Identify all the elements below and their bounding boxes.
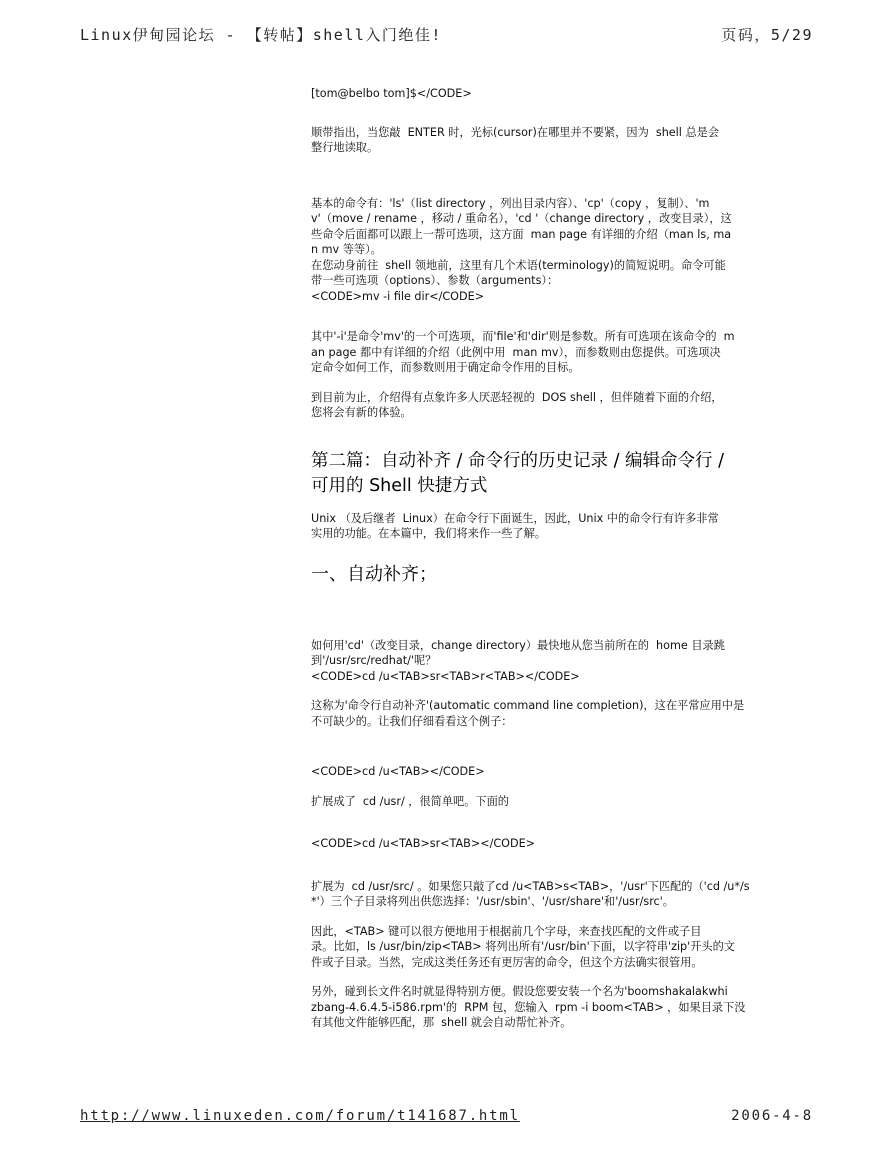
text-line: [tom@belbo tom]$</CODE> (311, 87, 472, 100)
print-date: 2006-4-8 (731, 1108, 813, 1124)
paragraph-expanded-usr-src (311, 879, 787, 910)
paragraph-enter-note (311, 125, 787, 156)
heading-line: 第二篇：自动补齐 / 命令行的历史记录 / 编辑命令行 / (311, 450, 725, 471)
text-line: v'（move / rename ，移动 / 重命名），'cd '（change directory ，改变目录），这 (311, 212, 732, 225)
text-line: <CODE>mv -i file dir</CODE> (311, 289, 485, 303)
text-line: zbang-4.6.4.5-i586.rpm'的 RPM 包，您输入 rpm -i boom<TAB> ，如果目录下没 (311, 1000, 746, 1014)
paragraph-long-filenames (311, 984, 787, 1031)
paragraph-unix-intro (311, 511, 787, 542)
text-line: an page 都中有详细的介绍（此例中用 man mv），而参数则由您提供。可选项决 (311, 345, 721, 359)
text-line: 因此，<TAB> 键可以很方便地用于根据前几个字母，来查找匹配的文件或子目 (311, 924, 702, 938)
page-number: 页码，5/29 (721, 26, 813, 44)
text-line: 实用的功能。在本篇中，我们将来作一些了解。 (311, 527, 546, 540)
paragraph-tab-usage (311, 924, 787, 971)
heading-auto-complete (311, 562, 787, 588)
paragraph-dos-shell (311, 390, 787, 421)
source-url-link[interactable]: http://www.linuxeden.com/forum/t141687.html (80, 1108, 520, 1124)
text-line: <CODE>cd /u<TAB>sr<TAB>r<TAB></CODE> (311, 669, 580, 683)
text-line: 些命令后面都可以跟上一帮可选项，这方面 man page 有详细的介绍（man ls, ma (311, 227, 732, 241)
heading-line: 一、自动补齐； (311, 563, 437, 585)
text-line: 这称为'命令行自动补齐'(automatic command line completion)，这在平常应用中是 (311, 699, 745, 712)
text-line: n mv 等等）。 (311, 243, 382, 256)
paragraph-expanded-usr (311, 794, 787, 810)
code-cd-u-sr-tab (311, 836, 787, 852)
heading-line: 可用的 Shell 快捷方式 (311, 475, 488, 496)
paragraph-options-explained (311, 329, 787, 376)
text-line: <CODE>cd /u<TAB>sr<TAB></CODE> (311, 837, 536, 850)
paragraph-completion-term (311, 698, 787, 729)
paragraph-basic-commands (311, 196, 787, 305)
text-line: 到'/usr/src/redhat/'呢？ (311, 654, 437, 667)
text-line: 整行地读取。 (311, 141, 379, 154)
text-line: 有其他文件能够匹配，那 shell 就会自动帮忙补齐。 (311, 1016, 572, 1029)
text-line: 基本的命令有：'ls'（list directory ，列出目录内容）、'cp'（copy ，复制）、'm (311, 196, 710, 210)
heading-part-two (311, 449, 787, 499)
text-line: Unix （及后继者 Linux）在命令行下面诞生，因此，Unix 中的命令行有许多非常 (311, 511, 719, 525)
text-line: 您将会有新的体验。 (311, 406, 412, 419)
code-cd-u-tab (311, 764, 787, 780)
text-line: 录。比如，ls /usr/bin/zip<TAB> 将列出所有'/usr/bin'下面，以字符串'zip'开头的文 (311, 940, 735, 953)
text-line: 顺带指出，当您敲 ENTER 时，光标(cursor)在哪里并不要紧，因为 shell 总是会 (311, 125, 720, 139)
text-line: 扩展成了 cd /usr/ ，很简单吧。下面的 (311, 794, 509, 808)
paragraph-cd-question (311, 638, 787, 685)
text-line: 定命令如何工作，而参数则用于确定命令作用的目标。 (311, 361, 580, 374)
text-line: 带一些可选项（options）、参数（arguments）： (311, 274, 559, 287)
text-line: *'）三个子目录将列出供您选择：'/usr/sbin'、'/usr/share'和'/usr/src'。 (311, 895, 674, 908)
article-body (311, 86, 787, 1031)
text-line: 不可缺少的。让我们仔细看看这个例子： (311, 714, 513, 728)
document-title: Linux伊甸园论坛 - 【转帖】shell入门绝佳! (80, 26, 442, 44)
text-line: 其中'-i'是命令'mv'的一个可选项，而'file'和'dir'则是参数。所有可选项在该命令的 m (311, 330, 735, 343)
text-line: 扩展为 cd /usr/src/ 。如果您只敲了cd /u<TAB>s<TAB>，'/usr'下匹配的（'cd /u*/s (311, 879, 750, 893)
text-line: 如何用'cd'（改变目录，change directory）最快地从您当前所在的 home 目录跳 (311, 638, 725, 652)
text-line: 到目前为止，介绍得有点象许多人厌恶轻视的 DOS shell ，但伴随着下面的介绍， (311, 390, 723, 404)
text-line: <CODE>cd /u<TAB></CODE> (311, 765, 485, 778)
text-line: 件或子目录。当然，完成这类任务还有更厉害的命令，但这个方法确实很管用。 (311, 955, 703, 969)
code-prompt-end (311, 86, 787, 102)
text-line: 另外，碰到长文件名时就显得特别方便。假设您要安装一个名为'boomshakalakwhi (311, 985, 728, 998)
text-line: 在您动身前往 shell 领地前，这里有几个术语(terminology)的简短说明。命令可能 (311, 258, 726, 272)
